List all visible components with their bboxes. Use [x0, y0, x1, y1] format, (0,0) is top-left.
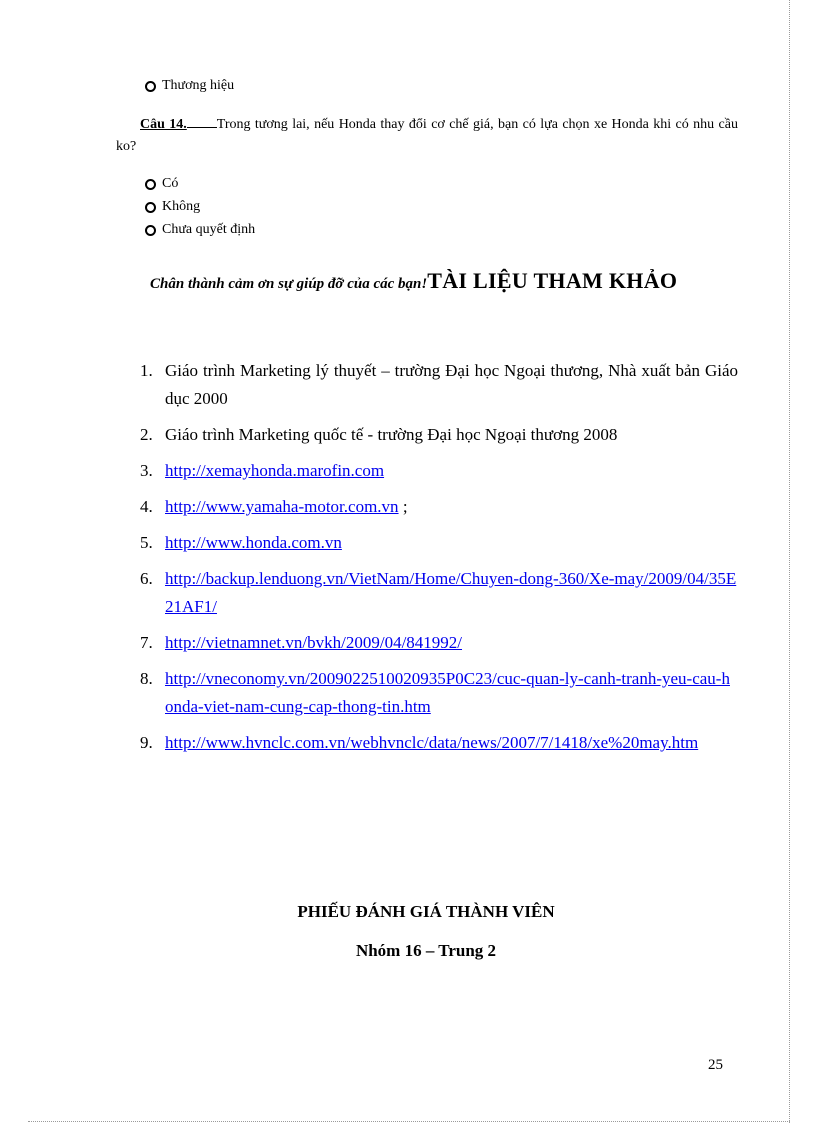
survey-option-brand — [145, 77, 234, 95]
reference-suffix: ; — [402, 497, 408, 516]
page-number: 25 — [708, 1057, 723, 1073]
reference-item — [140, 493, 738, 521]
option-label: Không — [162, 199, 201, 214]
reference-item — [140, 529, 738, 557]
thanks-text: Chân thành cảm ơn sự giúp đỡ của các bạn! — [150, 276, 428, 292]
option-label: Có — [162, 176, 179, 191]
circle-bullet-icon — [145, 202, 156, 213]
reference-item — [140, 357, 738, 413]
reference-item — [140, 665, 738, 721]
evaluation-title: PHIẾU ĐÁNH GIÁ THÀNH VIÊN — [297, 902, 555, 921]
reference-number: 6. — [140, 569, 153, 588]
reference-number: 7. — [140, 633, 153, 652]
reference-number: 9. — [140, 733, 153, 752]
reference-number: 4. — [140, 497, 153, 516]
reference-link[interactable]: http://xemayhonda.marofin.com — [165, 461, 385, 480]
circle-bullet-icon — [145, 179, 156, 190]
circle-bullet-icon — [145, 225, 156, 236]
reference-text: Giáo trình Marketing quốc tế - trường Đại học Ngoại thương 2008 — [165, 425, 618, 444]
reference-item — [140, 421, 738, 449]
reference-link[interactable]: http://vietnamnet.vn/bvkh/2009/04/841992/ — [165, 633, 463, 652]
survey-question — [116, 114, 738, 158]
question-text: Trong tương lai, nếu Honda thay đổi cơ chế giá, bạn có lựa chọn xe Honda khi có nhu cầu ko? — [116, 117, 738, 154]
reference-link[interactable]: http://www.hvnclc.com.vn/webhvnclc/data/news/2007/7/1418/xe%20may.htm — [165, 733, 699, 752]
thanks-line — [150, 268, 677, 294]
reference-number: 1. — [140, 361, 153, 380]
reference-item — [140, 565, 738, 621]
reference-link[interactable]: http://www.honda.com.vn — [165, 533, 342, 552]
reference-link[interactable]: http://backup.lenduong.vn/VietNam/Home/Chuyen-dong-360/Xe-may/2009/04/35E21AF1/ — [165, 569, 737, 616]
reference-item — [140, 629, 738, 657]
option-label: Chưa quyết định — [162, 222, 256, 237]
reference-link[interactable]: http://www.yamaha-motor.com.vn — [165, 497, 399, 516]
reference-text: Giáo trình Marketing lý thuyết – trường Đại học Ngoại thương, Nhà xuất bản Giáo dục 2000 — [165, 361, 738, 408]
reference-link[interactable]: http://vneconomy.vn/2009022510020935P0C23/cuc-quan-ly-canh-tranh-yeu-cau-honda-viet-nam-cung-cap-thong-tin.htm — [165, 669, 730, 716]
reference-number: 3. — [140, 461, 153, 480]
page-border-bottom — [28, 1121, 790, 1122]
references-title: TÀI LIỆU THAM KHẢO — [427, 268, 678, 293]
evaluation-group: Nhóm 16 – Trung 2 — [355, 941, 497, 960]
survey-option-no — [145, 198, 200, 216]
question-label: Câu 14. — [140, 117, 187, 132]
reference-number: 5. — [140, 533, 153, 552]
reference-number: 8. — [140, 669, 153, 688]
survey-option-yes — [145, 175, 178, 193]
circle-bullet-icon — [145, 81, 156, 92]
option-label: Thương hiệu — [162, 78, 235, 93]
reference-number: 2. — [140, 425, 153, 444]
reference-item — [140, 457, 738, 485]
reference-item — [140, 729, 738, 757]
references-list — [140, 357, 738, 765]
survey-option-undecided — [145, 221, 255, 239]
